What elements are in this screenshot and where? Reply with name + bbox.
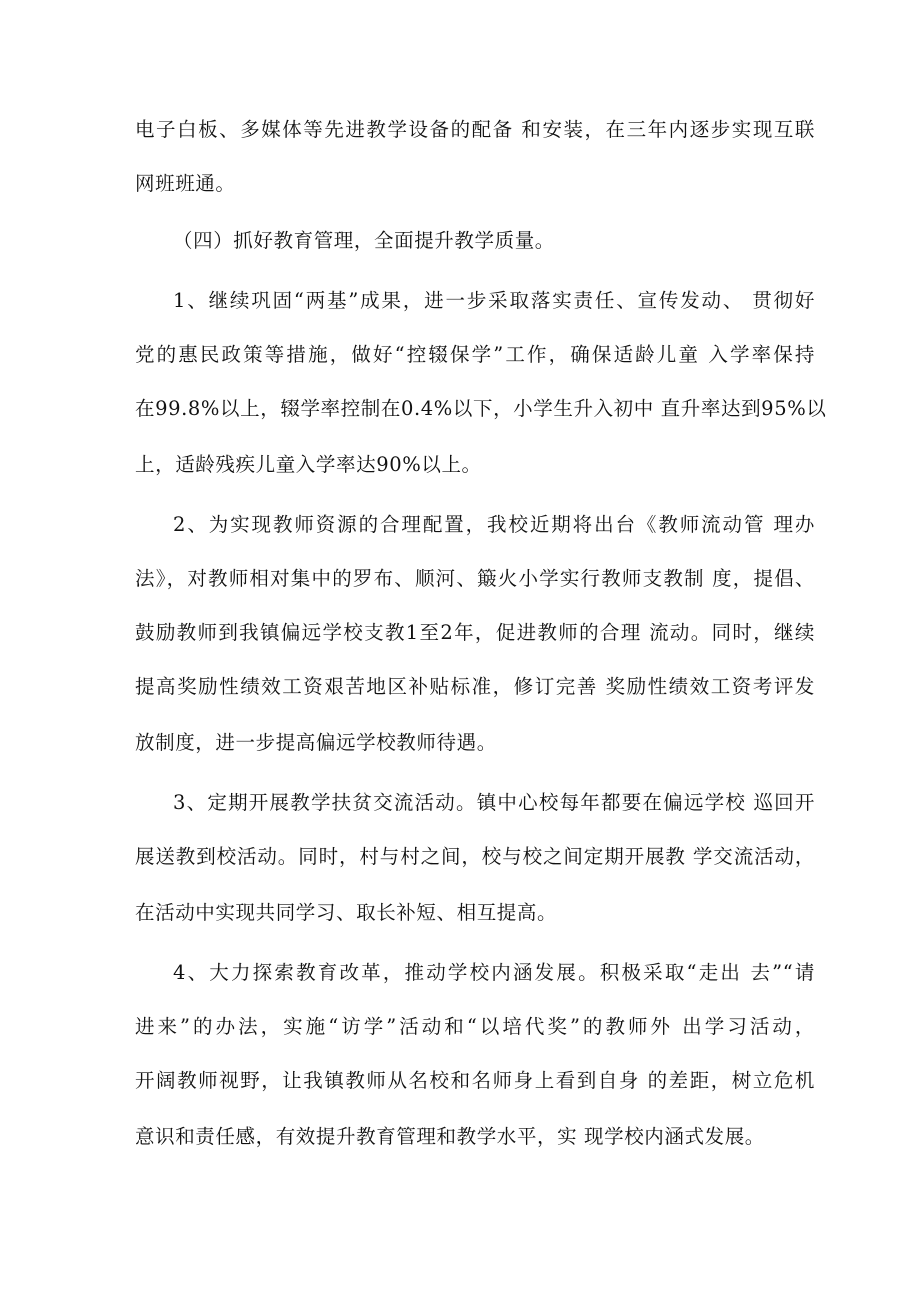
section-heading: （四）抓好教育管理，全面提升教学质量。 (173, 229, 555, 252)
text-line: 3、定期开展教学扶贫交流活动。镇中心校每年都要在偏远学校 巡回开 (173, 791, 815, 814)
text-line: 党的惠民政策等措施，做好“控辍保学”工作，确保适龄儿童 入学率保持 (135, 343, 815, 366)
text-line: 1、继续巩固“两基”成果，进一步采取落实责任、宣传发动、 贯彻好 (173, 289, 815, 312)
text-line: 放制度，进一步提高偏远学校教师待遇。 (135, 731, 497, 754)
text-line: 2、为实现教师资源的合理配置，我校近期将出台《教师流动管 理办 (173, 513, 815, 536)
text-line: 开阔教师视野，让我镇教师从名校和名师身上看到自身 的差距，树立危机 (135, 1069, 815, 1092)
text-line: 4、大力探索教育改革，推动学校内涵发展。积极采取“走出 去”“请 (173, 961, 815, 984)
text-line: 进来”的办法，实施“访学”活动和“以培代奖”的教师外 出学习活动， (135, 1015, 815, 1038)
text-line: 网班班通。 (135, 172, 236, 195)
text-line: 展送教到校活动。同时，村与村之间，校与校之间定期开展教 学交流活动， (135, 845, 815, 868)
text-line: 法》，对教师相对集中的罗布、顺河、簸火小学实行教师支教制 度，提倡、 (135, 567, 815, 590)
text-line: 上，适龄残疾儿童入学率达90%以上。 (135, 453, 482, 476)
text-line: 意识和责任感，有效提升教育管理和教学水平，实 现学校内涵式发展。 (135, 1125, 765, 1148)
text-line: 提高奖励性绩效工资艰苦地区补贴标准，修订完善 奖励性绩效工资考评发 (135, 675, 815, 698)
text-line: 在99.8%以上，辍学率控制在0.4%以下，小学生升入初中 直升率达到95%以 (135, 397, 827, 420)
text-line: 在活动中实现共同学习、取长补短、相互提高。 (135, 901, 558, 924)
text-line: 电子白板、多媒体等先进教学设备的配备 和安装，在三年内逐步实现互联 (135, 118, 815, 141)
text-line: 鼓励教师到我镇偏远学校支教1至2年，促进教师的合理 流动。同时，继续 (135, 621, 815, 644)
